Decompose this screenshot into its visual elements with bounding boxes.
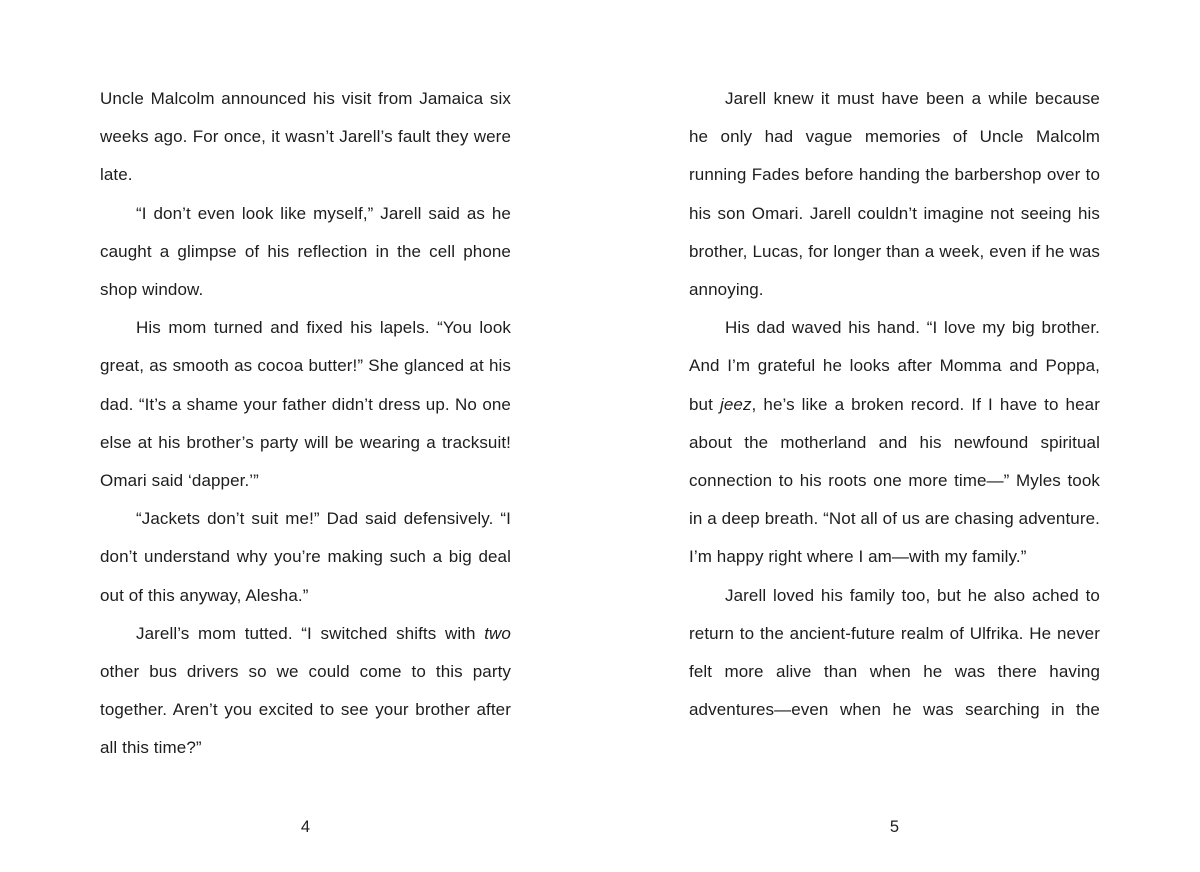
paragraph — [689, 577, 1100, 730]
italic-text-segment: two — [484, 623, 511, 643]
paragraph — [100, 615, 511, 768]
paragraph — [689, 309, 1100, 576]
text-segment: , he’s like a broken record. If I have to hear about the motherland and his newfound spiritual connection to his roots one more time—” Myles took in a deep breath. “Not all of us are chasing adventure. I’m happy right where I am—with my family.” — [689, 394, 1100, 567]
italic-text-segment: jeez — [719, 394, 752, 414]
text-segment: Jarell knew it must have been a while because he only had vague memories of Uncle Malcolm running Fades before handing the barbershop over to his son Omari. Jarell couldn’t imagine not seeing his brother, Lucas, for longer than a week, even if he was annoying. — [689, 89, 1100, 300]
page-number-left: 4 — [300, 818, 311, 836]
page-right-text — [689, 80, 1100, 729]
paragraph — [100, 80, 511, 195]
paragraph — [100, 195, 511, 310]
paragraph — [689, 80, 1100, 309]
paragraph — [100, 500, 511, 615]
text-segment: other bus drivers so we could come to this party together. Aren’t you excited to see your brother after all this time?” — [100, 662, 511, 758]
text-segment: His dad waved his hand. “I love my big brother. And I’m grateful he looks after Momma and Poppa, but — [689, 318, 1100, 414]
text-segment: “Jackets don’t suit me!” Dad said defensively. “I don’t understand why you’re making such a big deal out of this anyway, Alesha.” — [100, 509, 511, 605]
text-segment: Jarell’s mom tutted. “I switched shifts with — [136, 623, 485, 643]
page-left-text — [100, 80, 511, 768]
page-left — [100, 80, 511, 872]
text-segment: “I don’t even look like myself,” Jarell said as he caught a glimpse of his reflection in the cell phone shop window. — [100, 203, 511, 300]
text-segment: Jarell loved his family too, but he also ached to return to the ancient-future realm of Ulfrika. He never felt more alive than when he was there having adventures—even when he was searching in the — [689, 585, 1100, 720]
page-number-right: 5 — [889, 818, 900, 836]
page-right — [689, 80, 1100, 872]
text-segment: Uncle Malcolm announced his visit from Jamaica six weeks ago. For once, it wasn’t Jarell’s fault they were late. — [100, 89, 511, 185]
text-segment: His mom turned and fixed his lapels. “You look great, as smooth as cocoa butter!” She glanced at his dad. “It’s a shame your father didn’t dress up. No one else at his brother’s party will be wearing a tracksuit! Omari said ‘dapper.’” — [100, 318, 511, 491]
paragraph — [100, 309, 511, 500]
